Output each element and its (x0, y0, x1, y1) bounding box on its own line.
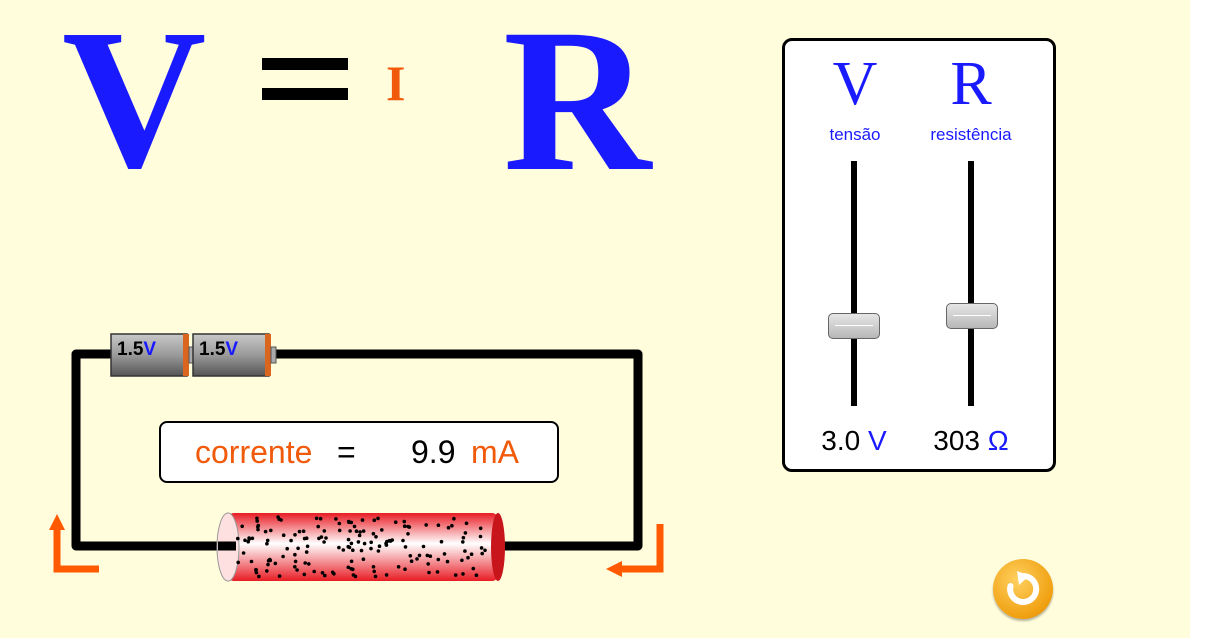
electron-dot (322, 540, 326, 544)
electron-dot (276, 515, 280, 519)
electron-dot (265, 542, 269, 546)
electron-dot (372, 565, 376, 569)
electron-dot (358, 530, 362, 534)
electron-dot (354, 575, 358, 579)
electron-dot (404, 545, 408, 549)
electron-dot (302, 529, 306, 533)
electron-dot (294, 560, 298, 564)
electron-dot (377, 549, 381, 553)
electron-dot (403, 524, 407, 528)
electron-dot (247, 536, 251, 540)
electron-dot (464, 531, 468, 535)
voltage-readout: 3.0 V (821, 425, 887, 456)
electron-dot (390, 538, 394, 542)
electron-dot (408, 525, 412, 529)
electron-dot (418, 554, 422, 558)
electron-dot (323, 574, 327, 578)
electron-dot (475, 573, 479, 577)
electron-dot (281, 555, 285, 559)
reset-icon (993, 559, 1053, 619)
electron-dot (385, 573, 389, 577)
electron-dot (480, 552, 484, 556)
current-unit: mA (471, 434, 519, 470)
electron-dot (250, 560, 254, 564)
electron-dot (470, 552, 474, 556)
electron-dot (372, 570, 376, 574)
electron-dot (446, 560, 450, 564)
electron-dot (265, 569, 269, 573)
electron-dot (240, 525, 244, 529)
electron-dot (236, 537, 240, 541)
electron-dot (289, 539, 293, 543)
electron-dot (303, 561, 307, 565)
electron-dot (305, 536, 309, 540)
electron-dot (307, 562, 311, 566)
electron-dot (315, 517, 319, 521)
electron-dot (436, 570, 440, 574)
electron-dot (298, 530, 302, 534)
electron-dot (331, 571, 335, 575)
electron-dot (348, 529, 352, 533)
electron-dot (295, 568, 299, 572)
voltage-symbol: V (832, 50, 878, 118)
electron-dot (323, 529, 327, 533)
electron-dot (268, 558, 272, 562)
electron-dot (347, 520, 351, 524)
electron-dot (410, 559, 414, 563)
electron-dot (480, 546, 484, 550)
electron-dot (380, 528, 384, 532)
electron-dot (426, 554, 430, 558)
reset-button[interactable] (993, 559, 1053, 619)
electron-dot (278, 574, 282, 578)
current-equals: = (337, 434, 356, 470)
electron-dot (483, 549, 487, 553)
electron-dot (334, 517, 338, 521)
electron-dot (426, 562, 430, 566)
electron-dot (316, 525, 320, 529)
electron-dot (479, 535, 483, 539)
electron-dot (346, 545, 350, 549)
electron-dot (454, 573, 458, 577)
electron-dot (306, 545, 310, 549)
electron-dot (372, 532, 376, 536)
electron-dot (256, 528, 260, 532)
electron-dot (374, 575, 378, 579)
electron-dot (293, 533, 297, 537)
electron-dot (397, 565, 401, 569)
resistor (217, 513, 505, 581)
electron-dot (350, 560, 354, 564)
electron-dot (342, 548, 346, 552)
electron-dot (403, 567, 407, 571)
electron-dot (293, 565, 297, 569)
electron-dot (443, 552, 447, 556)
electron-dot (254, 568, 258, 572)
equation-current-symbol: I (386, 55, 406, 111)
electron-dot (465, 522, 469, 526)
electron-dot (351, 548, 355, 552)
electron-dot (349, 567, 353, 571)
electron-dot (403, 520, 407, 524)
electron-dot (296, 547, 300, 551)
electron-dot (461, 572, 465, 576)
electron-dot (460, 559, 464, 563)
electron-dot (360, 549, 364, 553)
electron-dot (305, 550, 309, 554)
electron-dot (415, 557, 419, 561)
electron-dot (409, 554, 413, 558)
electron-dot (321, 571, 325, 575)
electron-dot (251, 537, 255, 541)
current-value: 9.9 (411, 434, 456, 470)
electron-dot (401, 539, 405, 543)
electron-dot (269, 529, 273, 533)
electron-dot (466, 556, 470, 560)
electron-dot (358, 534, 362, 538)
electron-dot (264, 530, 268, 534)
electron-dot (242, 551, 246, 555)
electron-dot (376, 517, 380, 521)
resistance-label: resistência (930, 125, 1012, 144)
electron-dot (355, 529, 359, 533)
electron-dot (463, 549, 467, 553)
control-panel (782, 38, 1056, 472)
electron-dot (324, 536, 328, 540)
battery-2-label: 1.5V (199, 339, 239, 360)
electron-dot (378, 544, 382, 548)
electron-dot (257, 524, 261, 528)
electron-dot (357, 540, 361, 544)
electron-dot (312, 570, 316, 574)
voltage-slider-track[interactable] (851, 161, 857, 406)
electron-dot (255, 519, 259, 523)
electron-dot (243, 539, 247, 543)
electron-dot (320, 535, 324, 539)
voltage-label: tensão (829, 125, 881, 144)
electron-dot (362, 529, 366, 533)
electron-dot (462, 536, 466, 540)
electron-dot (385, 543, 389, 547)
current-readout (159, 421, 559, 483)
electron-dot (450, 524, 454, 528)
electron-dot (472, 567, 476, 571)
electron-dot (369, 547, 373, 551)
electron-dot (437, 558, 441, 562)
electron-dot (363, 542, 367, 546)
electron-dot (266, 563, 270, 567)
electron-dot (361, 518, 365, 522)
electron-dot (236, 561, 240, 565)
electron-dot (437, 523, 441, 527)
electron-dot (347, 538, 351, 542)
current-label: corrente (195, 434, 313, 470)
electron-dot (427, 571, 431, 575)
resistance-readout: 303 Ω (933, 425, 1009, 456)
electron-dot (422, 545, 426, 549)
electron-dot (285, 547, 289, 551)
equation-voltage-symbol: V (62, 0, 207, 210)
equation-resistance-symbol: R (503, 0, 652, 214)
resistance-slider-thumb[interactable] (946, 303, 998, 329)
electron-dot (257, 575, 261, 579)
electron-dot (447, 526, 451, 530)
electron-dot (303, 573, 307, 577)
electron-dot (282, 533, 286, 537)
electron-dot (337, 546, 341, 550)
electron-dot (406, 532, 410, 536)
electron-dot (319, 517, 323, 521)
electron-dot (373, 518, 377, 522)
voltage-slider-thumb[interactable] (828, 313, 880, 339)
electron-dot (374, 535, 378, 539)
electron-dot (424, 523, 428, 527)
electron-dot (362, 557, 366, 561)
electron-dot (274, 562, 278, 566)
electron-dot (353, 525, 357, 529)
electron-dot (461, 540, 465, 544)
electron-dot (369, 541, 373, 545)
battery-1-label: 1.5V (117, 339, 157, 360)
electron-dot (293, 553, 297, 557)
electron-dot (394, 520, 398, 524)
electron-dot (440, 540, 444, 544)
resistance-slider-track[interactable] (968, 161, 974, 406)
resistance-symbol: R (950, 50, 992, 118)
electron-dot (350, 542, 354, 546)
electron-dot (338, 522, 342, 526)
electron-dot (338, 529, 342, 533)
electron-dot (479, 527, 483, 531)
electron-dot (452, 517, 456, 521)
electron-dot (266, 539, 270, 543)
